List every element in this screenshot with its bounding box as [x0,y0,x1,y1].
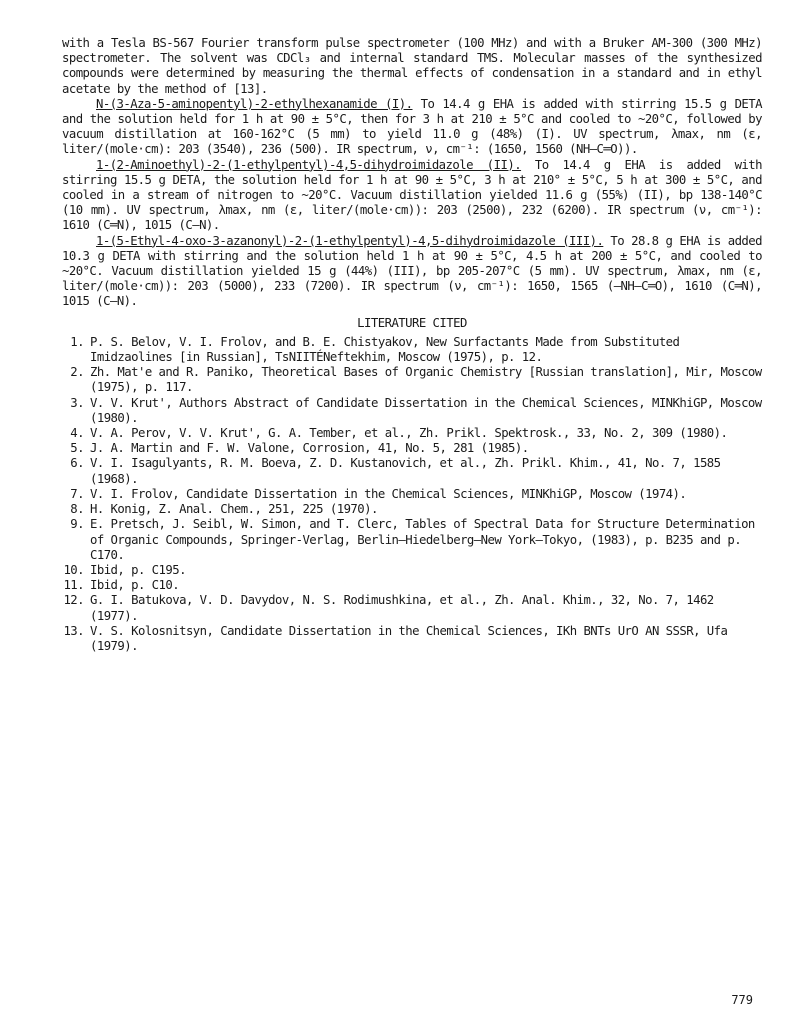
reference-number: 2. [70,365,84,380]
compound-text-1: To 14.4 g EHA is added with stirring 15.5 g DETA and the solution held for 1 h at 90 ± 5°C, then for 3 h at 210 ± 5°C and cooled to ~20°C, followed by vacuum distillation at 160-162°C (5 mm) to yield 11.0 g (48%) (I). UV spectrum, λmax, nm (ε, liter/(mole·cm): 203 (3540), 236 (500). IR spectrum, ν, cm⁻¹: (1650, 1560 (NH–C═O)). [62,96,762,157]
page-number: 779 [731,993,753,1007]
reference-text: V. V. Krut', Authors Abstract of Candidate Dissertation in the Chemical Sciences, MINKhiGP, Moscow (1980). [90,395,762,425]
reference-number: 4. [70,426,84,441]
reference-number: 13. [63,623,84,638]
reference-number: 12. [63,593,84,608]
compound-paragraph-3 [62,234,762,310]
reference-item [62,487,762,502]
reference-text: V. I. Isagulyants, R. M. Boeva, Z. D. Kustanovich, et al., Zh. Prikl. Khim., 41, No. 7, 1585 (1968). [90,456,721,486]
compound-title-1: N-(3-Aza-5-aminopentyl)-2-ethylhexanamide (I). [96,96,413,111]
reference-item [62,563,762,578]
reference-item [62,624,762,654]
reference-text: V. A. Perov, V. V. Krut', G. A. Tember, et al., Zh. Prikl. Spektrosk., 33, No. 2, 309 (1980). [90,426,728,441]
reference-number: 8. [70,502,84,517]
reference-number: 10. [63,562,84,577]
reference-item [62,426,762,441]
reference-item [62,396,762,426]
reference-item [62,456,762,486]
reference-item [62,365,762,395]
reference-item [62,441,762,456]
reference-text: J. A. Martin and F. W. Valone, Corrosion, 41, No. 5, 281 (1985). [90,441,529,456]
reference-item [62,578,762,593]
reference-number: 3. [70,395,84,410]
reference-text: G. I. Batukova, V. D. Davydov, N. S. Rodimushkina, et al., Zh. Anal. Khim., 32, No. 7, 1462 (1977). [90,593,714,623]
reference-text: Zh. Mat'e and R. Paniko, Theoretical Bases of Organic Chemistry [Russian translation], Mir, Moscow (1975), p. 117. [90,365,762,395]
compound-text-3: To 28.8 g EHA is added 10.3 g DETA with stirring and the solution held 1 h at 90 ± 5°C, 4.5 h at 200 ± 5°C, and cooled to ~20°C. Vacuum distillation yielded 15 g (44%) (III), bp 205-207°C (5 mm). UV spectrum, λmax, nm (ε, liter/(mole·cm)): 203 (5000), 233 (7200). IR spectrum (ν, cm⁻¹): 1650, 1565 (–NH–C═O), 1610 (C═N), 1015 (C–N). [62,233,762,309]
reference-number: 5. [70,441,84,456]
reference-text: V. I. Frolov, Candidate Dissertation in the Chemical Sciences, MINKhiGP, Moscow (1974). [90,486,687,501]
literature-heading: LITERATURE CITED [357,315,467,330]
article-body [62,36,762,654]
compound-text-2: To 14.4 g EHA is added with stirring 15.5 g DETA, the solution held for 1 h at 90 ± 5°C, 3 h at 210° ± 5°C, 5 h at 300 ± 5°C, and cooled in a stream of nitrogen to ~20°C. Vacuum distillation yielded 11.6 g (55%) (II), bp 138-140°C (10 mm). UV spectrum, λmax, nm (ε, liter/(mole·cm)): 203 (2500), 232 (6200). IR spectrum (ν, cm⁻¹): 1610 (C═N), 1015 (C–N). [62,157,762,233]
reference-item [62,502,762,517]
compound-paragraph-2 [62,158,762,234]
reference-number: 6. [70,456,84,471]
reference-item [62,517,762,563]
reference-text: V. S. Kolosnitsyn, Candidate Dissertation in the Chemical Sciences, IKh BNTs UrO AN SSSR, Ufa (1979). [90,623,728,653]
reference-text: P. S. Belov, V. I. Frolov, and B. E. Chistyakov, New Surfactants Made from Substituted Imidzaolines [in Russian], TsNIITÉNeftekhim, Moscow (1975), p. 12. [90,334,680,365]
reference-text: E. Pretsch, J. Seibl, W. Simon, and T. Clerc, Tables of Spectral Data for Structure Determination of Organic Compounds, Springer-Verlag, Berlin–Hiedelberg–New York–Tokyo, (1983), p. B235 and p. C170. [90,517,755,562]
reference-number: 7. [70,486,84,501]
compound-title-2: 1-(2-Aminoethyl)-2-(1-ethylpentyl)-4,5-dihydroimidazole (II). [96,157,522,172]
reference-number: 11. [63,578,84,593]
reference-item [62,335,762,365]
reference-number: 9. [70,517,84,532]
intro-paragraph: with a Tesla BS-567 Fourier transform pulse spectrometer (100 MHz) and with a Bruker AM-300 (300 MHz) spectrometer. The solvent was CDCl₃ and internal standard TMS. Molecular masses of the synthesized compounds were determined by measuring the thermal effects of condensation in a standard and in ethyl acetate by the method of [13]. [62,36,762,96]
reference-text: Ibid, p. C10. [90,578,180,593]
reference-item [62,593,762,623]
reference-list [62,335,762,654]
reference-text: Ibid, p. C195. [90,562,186,577]
compound-paragraph-1 [62,97,762,158]
reference-number: 1. [70,334,84,349]
reference-text: H. Konig, Z. Anal. Chem., 251, 225 (1970). [90,502,378,517]
compound-title-3: 1-(5-Ethyl-4-oxo-3-azanonyl)-2-(1-ethylpentyl)-4,5-dihydroimidazole (III). [96,233,604,248]
